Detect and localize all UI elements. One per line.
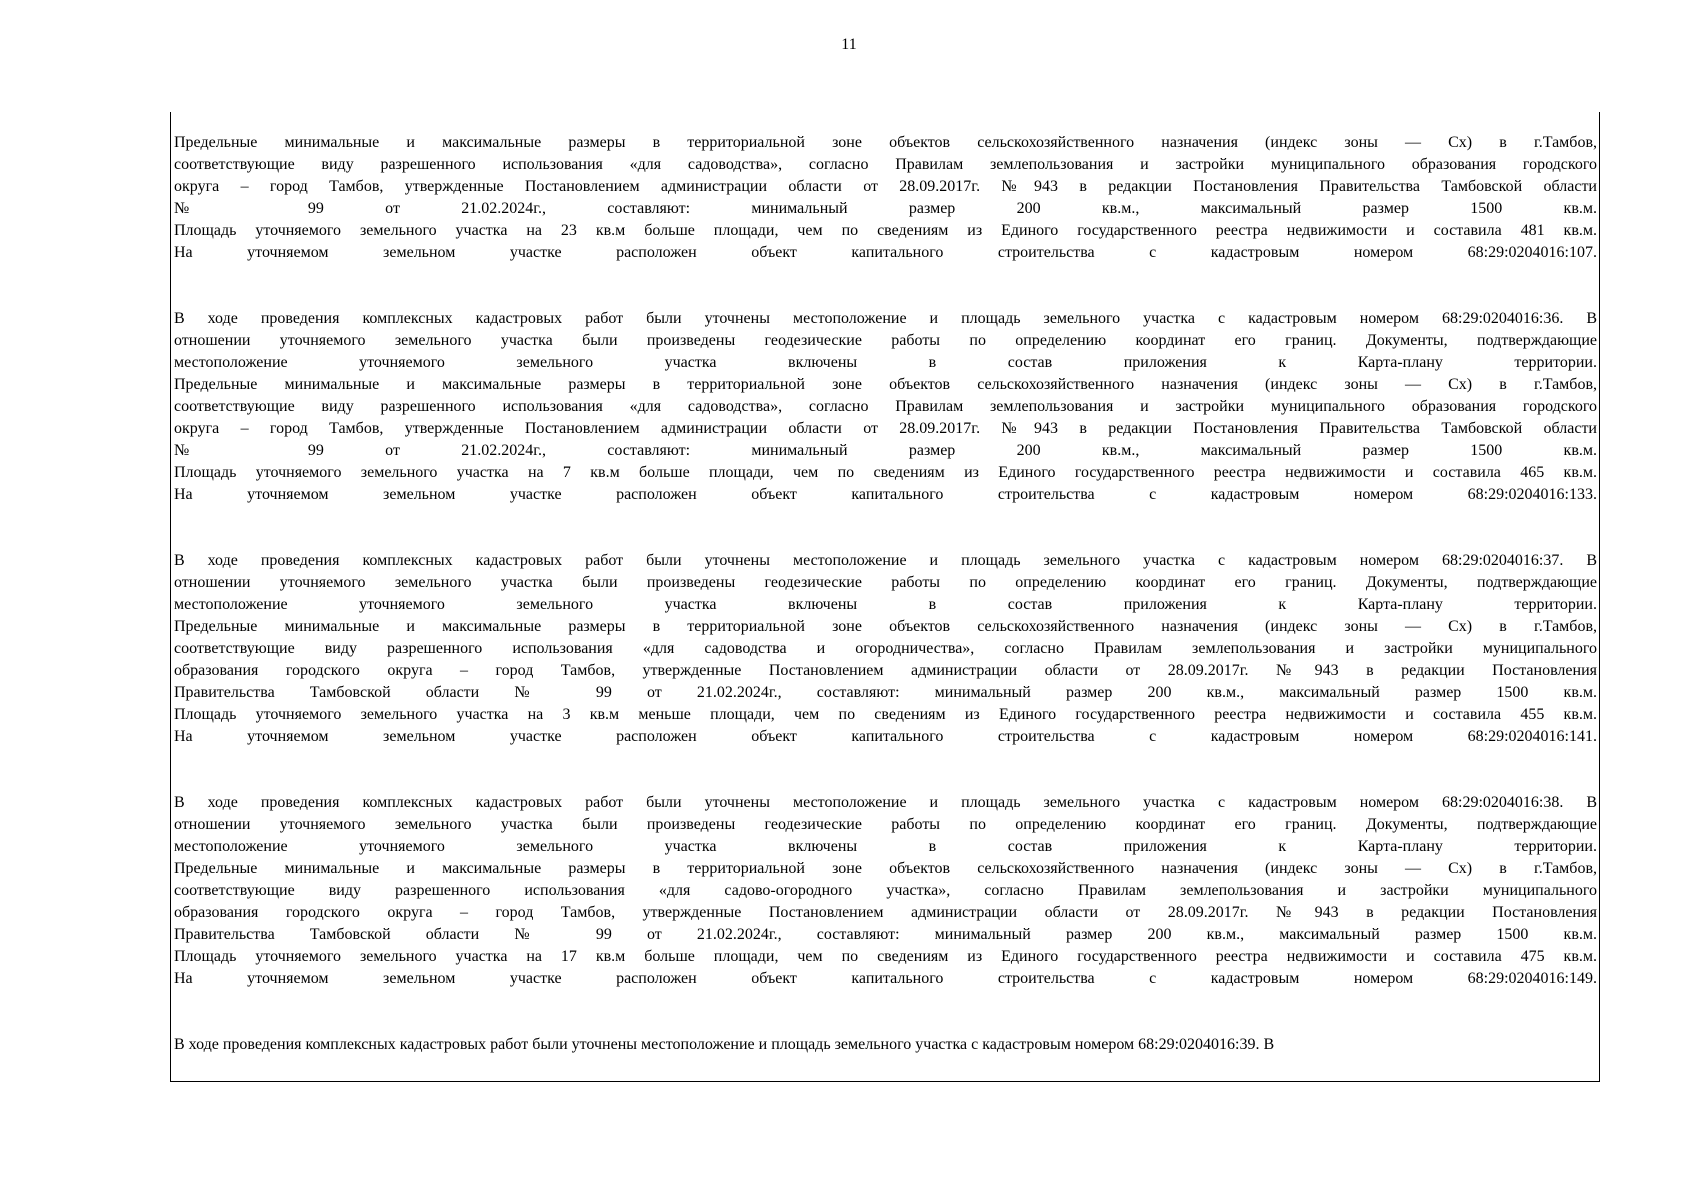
text-line: № 99 от 21.02.2024г., составляют: минимальный размер 200 кв.м., максимальный размер 1500 кв.м.	[174, 442, 1597, 459]
text-line: Правительства Тамбовской области № 99 от 21.02.2024г., составляют: минимальный размер 200 кв.м., максимальный размер 1500 кв.м.	[174, 926, 1597, 943]
text-line: местоположение уточняемого земельного участка включены в состав приложения к Карта-плану территории.	[174, 838, 1597, 855]
text-line: Площадь уточняемого земельного участка на 7 кв.м больше площади, чем по сведениям из Единого государственного реестра недвижимости и составила 465 кв.м.	[174, 464, 1597, 481]
text-line: В ходе проведения комплексных кадастровых работ были уточнены местоположение и площадь земельного участка с кадастровым номером 68:29:0204016:38. В	[174, 794, 1597, 811]
text-line: На уточняемом земельном участке расположен объект капитального строительства с кадастровым номером 68:29:0204016:107.	[174, 244, 1597, 261]
text-line: округа – город Тамбов, утвержденные Постановлением администрации области от 28.09.2017г. №943 в редакции Постановления Правительства Тамбовской области	[174, 178, 1597, 195]
paragraph-block	[174, 308, 1597, 506]
text-line: местоположение уточняемого земельного участка включены в состав приложения к Карта-плану территории.	[174, 354, 1597, 371]
text-line: соответствующие виду разрешенного использования «для садоводства и огородничества», согласно Правилам землепользования и застройки муниципального	[174, 640, 1597, 657]
text-line: № 99 от 21.02.2024г., составляют: минимальный размер 200 кв.м., максимальный размер 1500 кв.м.	[174, 200, 1597, 217]
text-line: образования городского округа – город Тамбов, утвержденные Постановлением администрации области от 28.09.2017г. №943 в редакции Постановления	[174, 904, 1597, 921]
text-line: соответствующие виду разрешенного использования «для садоводства», согласно Правилам землепользования и застройки муниципального образования городского	[174, 398, 1597, 415]
text-line: Предельные минимальные и максимальные размеры в территориальной зоне объектов сельскохозяйственного назначения (индекс зоны — Сх) в г.Тамбов,	[174, 134, 1597, 151]
paragraph-gap	[174, 748, 1597, 792]
text-line: округа – город Тамбов, утвержденные Постановлением администрации области от 28.09.2017г. №943 в редакции Постановления Правительства Тамбовской области	[174, 420, 1597, 437]
text-line: соответствующие виду разрешенного использования «для садово-огородного участка», согласно Правилам землепользования и застройки муниципального	[174, 882, 1597, 899]
paragraph-block	[174, 132, 1597, 264]
text-line: Площадь уточняемого земельного участка на 23 кв.м больше площади, чем по сведениям из Единого государственного реестра недвижимости и составила 481 кв.м.	[174, 222, 1597, 239]
text-line: отношении уточняемого земельного участка были произведены геодезические работы по определению координат его границ. Документы, подтверждающие	[174, 332, 1597, 349]
text-line: Предельные минимальные и максимальные размеры в территориальной зоне объектов сельскохозяйственного назначения (индекс зоны — Сх) в г.Тамбов,	[174, 860, 1597, 877]
text-line: Предельные минимальные и максимальные размеры в территориальной зоне объектов сельскохозяйственного назначения (индекс зоны — Сх) в г.Тамбов,	[174, 618, 1597, 635]
text-line: образования городского округа – город Тамбов, утвержденные Постановлением администрации области от 28.09.2017г. №943 в редакции Постановления	[174, 662, 1597, 679]
text-line: Площадь уточняемого земельного участка на 17 кв.м больше площади, чем по сведениям из Единого государственного реестра недвижимости и составила 475 кв.м.	[174, 948, 1597, 965]
text-line: отношении уточняемого земельного участка были произведены геодезические работы по определению координат его границ. Документы, подтверждающие	[174, 816, 1597, 833]
paragraph-gap	[174, 264, 1597, 308]
paragraph-block	[174, 1034, 1597, 1056]
document-frame	[170, 112, 1600, 1082]
text-line: местоположение уточняемого земельного участка включены в состав приложения к Карта-плану территории.	[174, 596, 1597, 613]
text-line: В ходе проведения комплексных кадастровых работ были уточнены местоположение и площадь земельного участка с кадастровым номером 68:29:0204016:39. В	[174, 1036, 1275, 1053]
document-body	[174, 132, 1597, 1056]
paragraph-block	[174, 792, 1597, 990]
text-line: В ходе проведения комплексных кадастровых работ были уточнены местоположение и площадь земельного участка с кадастровым номером 68:29:0204016:37. В	[174, 552, 1597, 569]
paragraph-gap	[174, 506, 1597, 550]
text-line: Площадь уточняемого земельного участка на 3 кв.м меньше площади, чем по сведениям из Единого государственного реестра недвижимости и составила 455 кв.м.	[174, 706, 1597, 723]
paragraph-block	[174, 550, 1597, 748]
text-line: Правительства Тамбовской области № 99 от 21.02.2024г., составляют: минимальный размер 200 кв.м., максимальный размер 1500 кв.м.	[174, 684, 1597, 701]
text-line: На уточняемом земельном участке расположен объект капитального строительства с кадастровым номером 68:29:0204016:133.	[174, 486, 1597, 503]
text-line: На уточняемом земельном участке расположен объект капитального строительства с кадастровым номером 68:29:0204016:149.	[174, 970, 1597, 987]
text-line: На уточняемом земельном участке расположен объект капитального строительства с кадастровым номером 68:29:0204016:141.	[174, 728, 1597, 745]
text-line: отношении уточняемого земельного участка были произведены геодезические работы по определению координат его границ. Документы, подтверждающие	[174, 574, 1597, 591]
text-line: Предельные минимальные и максимальные размеры в территориальной зоне объектов сельскохозяйственного назначения (индекс зоны — Сх) в г.Тамбов,	[174, 376, 1597, 393]
paragraph-gap	[174, 990, 1597, 1034]
text-line: В ходе проведения комплексных кадастровых работ были уточнены местоположение и площадь земельного участка с кадастровым номером 68:29:0204016:36. В	[174, 310, 1597, 327]
text-line: соответствующие виду разрешенного использования «для садоводства», согласно Правилам землепользования и застройки муниципального образования городского	[174, 156, 1597, 173]
page-number: 11	[841, 36, 857, 53]
